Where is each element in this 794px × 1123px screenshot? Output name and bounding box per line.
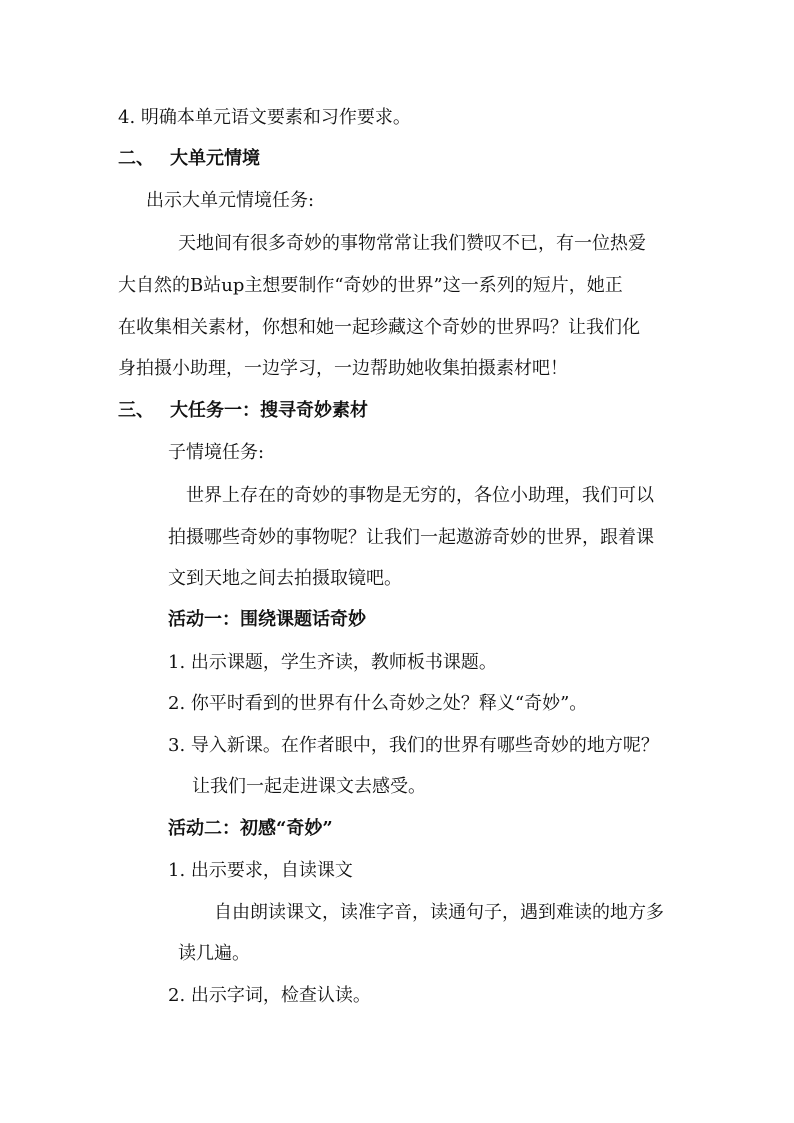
paragraph-line: 拍摄哪些奇妙的事物呢？让我们一起遨游奇妙的世界，跟着课 bbox=[168, 527, 654, 548]
subtask-label: 子情境任务: bbox=[168, 442, 265, 463]
paragraph-line: 在收集相关素材，你想和她一起珍藏这个奇妙的世界吗？让我们化 bbox=[118, 317, 640, 338]
list-item: 2. 出示字词，检查认读。 bbox=[168, 985, 371, 1006]
paragraph-line: 世界上存在的奇妙的事物是无穷的，各位小助理，我们可以 bbox=[186, 485, 654, 506]
paragraph-line: 身拍摄小助理，一边学习，一边帮助她收集拍摄素材吧！ bbox=[118, 358, 568, 379]
list-item: 3. 导入新课。在作者眼中，我们的世界有哪些奇妙的地方呢？ bbox=[168, 735, 659, 756]
paragraph-line: 文到天地之间去拍摄取镜吧。 bbox=[168, 568, 402, 589]
activity-heading-2: 活动二：初感“奇妙” bbox=[168, 818, 333, 839]
task-label: 出示大单元情境任务: bbox=[146, 190, 315, 211]
list-item-continuation: 让我们一起走进课文去感受。 bbox=[192, 776, 426, 797]
paragraph-line: 自由朗读课文，读准字音，读通句子，遇到难读的地方多 bbox=[214, 902, 664, 923]
list-item: 1. 出示课题，学生齐读，教师板书课题。 bbox=[168, 652, 497, 673]
requirement-item-4: 4. 明确本单元语文要素和习作要求。 bbox=[118, 107, 411, 128]
section-number: 二、 bbox=[118, 148, 154, 169]
section-number: 三、 bbox=[118, 400, 154, 421]
activity-heading-1: 活动一：围绕课题话奇妙 bbox=[168, 609, 366, 630]
list-item: 1. 出示要求，自读课文 bbox=[168, 860, 353, 881]
section-title: 大单元情境 bbox=[170, 148, 260, 169]
list-item: 2. 你平时看到的世界有什么奇妙之处？释义“奇妙”。 bbox=[168, 693, 588, 714]
section-heading-3 bbox=[118, 399, 368, 423]
section-title: 大任务一：搜寻奇妙素材 bbox=[170, 400, 368, 421]
paragraph-line: 天地间有很多奇妙的事物常常让我们赞叹不已，有一位热爱 bbox=[178, 233, 646, 254]
section-heading-2 bbox=[118, 147, 260, 171]
paragraph-line: 大自然的B站up主想要制作“奇妙的世界”这一系列的短片，她正 bbox=[118, 275, 623, 296]
paragraph-line: 读几遍。 bbox=[178, 943, 250, 964]
